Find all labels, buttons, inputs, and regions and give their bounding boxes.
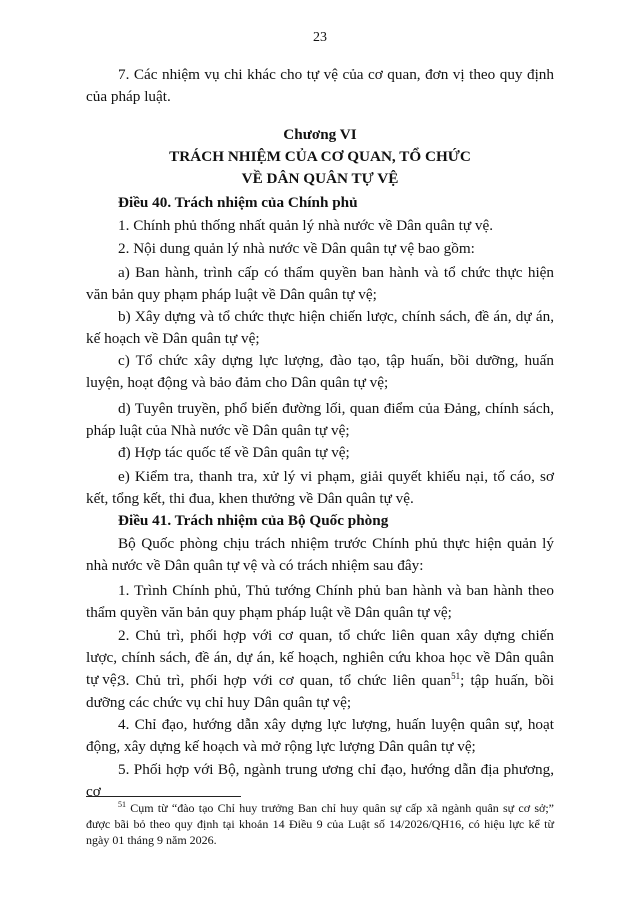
chapter-title-line1: TRÁCH NHIỆM CỦA CƠ QUAN, TỔ CHỨC [169,148,471,165]
item-3-text-start: 3. Chủ trì, phối hợp với cơ quan, tổ chức liên quan [118,672,452,689]
article-40-item: a) Ban hành, trình cấp có thẩm quyền ban hành và tổ chức thực hiện văn bản quy phạm pháp luật về Dân quân tự vệ; [86,264,554,303]
article-41-item [86,670,554,714]
article-40-item: đ) Hợp tác quốc tế về Dân quân tự vệ; [118,444,350,461]
article-40-item: 1. Chính phủ thống nhất quản lý nhà nước về Dân quân tự vệ. [118,217,494,234]
article-40-item: c) Tổ chức xây dựng lực lượng, đào tạo, tập huấn, bồi dưỡng, huấn luyện, hoạt động và bảo đảm cho Dân quân tự vệ; [86,352,554,391]
article-41-title: Điều 41. Trách nhiệm của Bộ Quốc phòng [118,512,389,529]
article-40-item: b) Xây dựng và tổ chức thực hiện chiến lược, chính sách, đề án, dự án, kế hoạch về Dân quân tự vệ; [86,308,554,347]
article-41-intro: Bộ Quốc phòng chịu trách nhiệm trước Chính phủ thực hiện quản lý nhà nước về Dân quân tự vệ và có trách nhiệm sau đây: [86,535,554,574]
article-41-item: 1. Trình Chính phủ, Thủ tướng Chính phủ ban hành và ban hành theo thẩm quyền văn bản quy phạm pháp luật về Dân quân tự vệ; [86,582,554,621]
article-41-item: 2. Chủ trì, phối hợp với cơ quan, tổ chức liên quan xây dựng chiến lược, chính sách, đề án, dự án, kế hoạch, nghiên cứu khoa học về Dân quân tự vệ; [86,627,554,688]
footnote-text: Cụm từ “đào tạo Chỉ huy trưởng Ban chỉ huy quân sự cấp xã ngành quân sự cơ sở;” được bãi bỏ theo quy định tại khoản 14 Điều 9 của Luật số 14/2026/QH16, có hiệu lực kể từ ngày 01 tháng 9 năm 2026. [86,801,554,847]
article-41-item: 5. Phối hợp với Bộ, ngành trung ương chỉ đạo, hướng dẫn địa phương, cơ [86,761,554,800]
article-40-item: e) Kiểm tra, thanh tra, xử lý vi phạm, giải quyết khiếu nại, tố cáo, sơ kết, tổng kết, thi đua, khen thưởng về Dân quân tự vệ. [86,468,554,507]
item-3-text-end: ; tập huấn, bồi dưỡng các chức vụ chỉ huy Dân quân tự vệ; [86,672,555,711]
article-40-item: d) Tuyên truyền, phổ biến đường lối, quan điểm của Đảng, chính sách, pháp luật của Nhà nước về Dân quân tự vệ; [86,400,554,439]
intro-item-7: 7. Các nhiệm vụ chi khác cho tự vệ của cơ quan, đơn vị theo quy định của pháp luật. [86,66,554,105]
footnote-reference: 51 [451,670,461,681]
footnote-number: 51 [118,800,126,809]
page-number: 23 [313,30,327,45]
footnote-divider [86,796,241,797]
chapter-title-line2: VỀ DÂN QUÂN TỰ VỆ [241,170,399,187]
chapter-label: Chương VI [283,126,357,143]
article-40-item: 2. Nội dung quản lý nhà nước về Dân quân tự vệ bao gồm: [118,240,475,257]
footnote [86,800,554,848]
article-40-title: Điều 40. Trách nhiệm của Chính phủ [118,194,358,211]
article-41-item: 4. Chỉ đạo, hướng dẫn xây dựng lực lượng, huấn luyện quân sự, hoạt động, xây dựng kế hoạch và mở rộng lực lượng Dân quân tự vệ; [86,716,554,755]
